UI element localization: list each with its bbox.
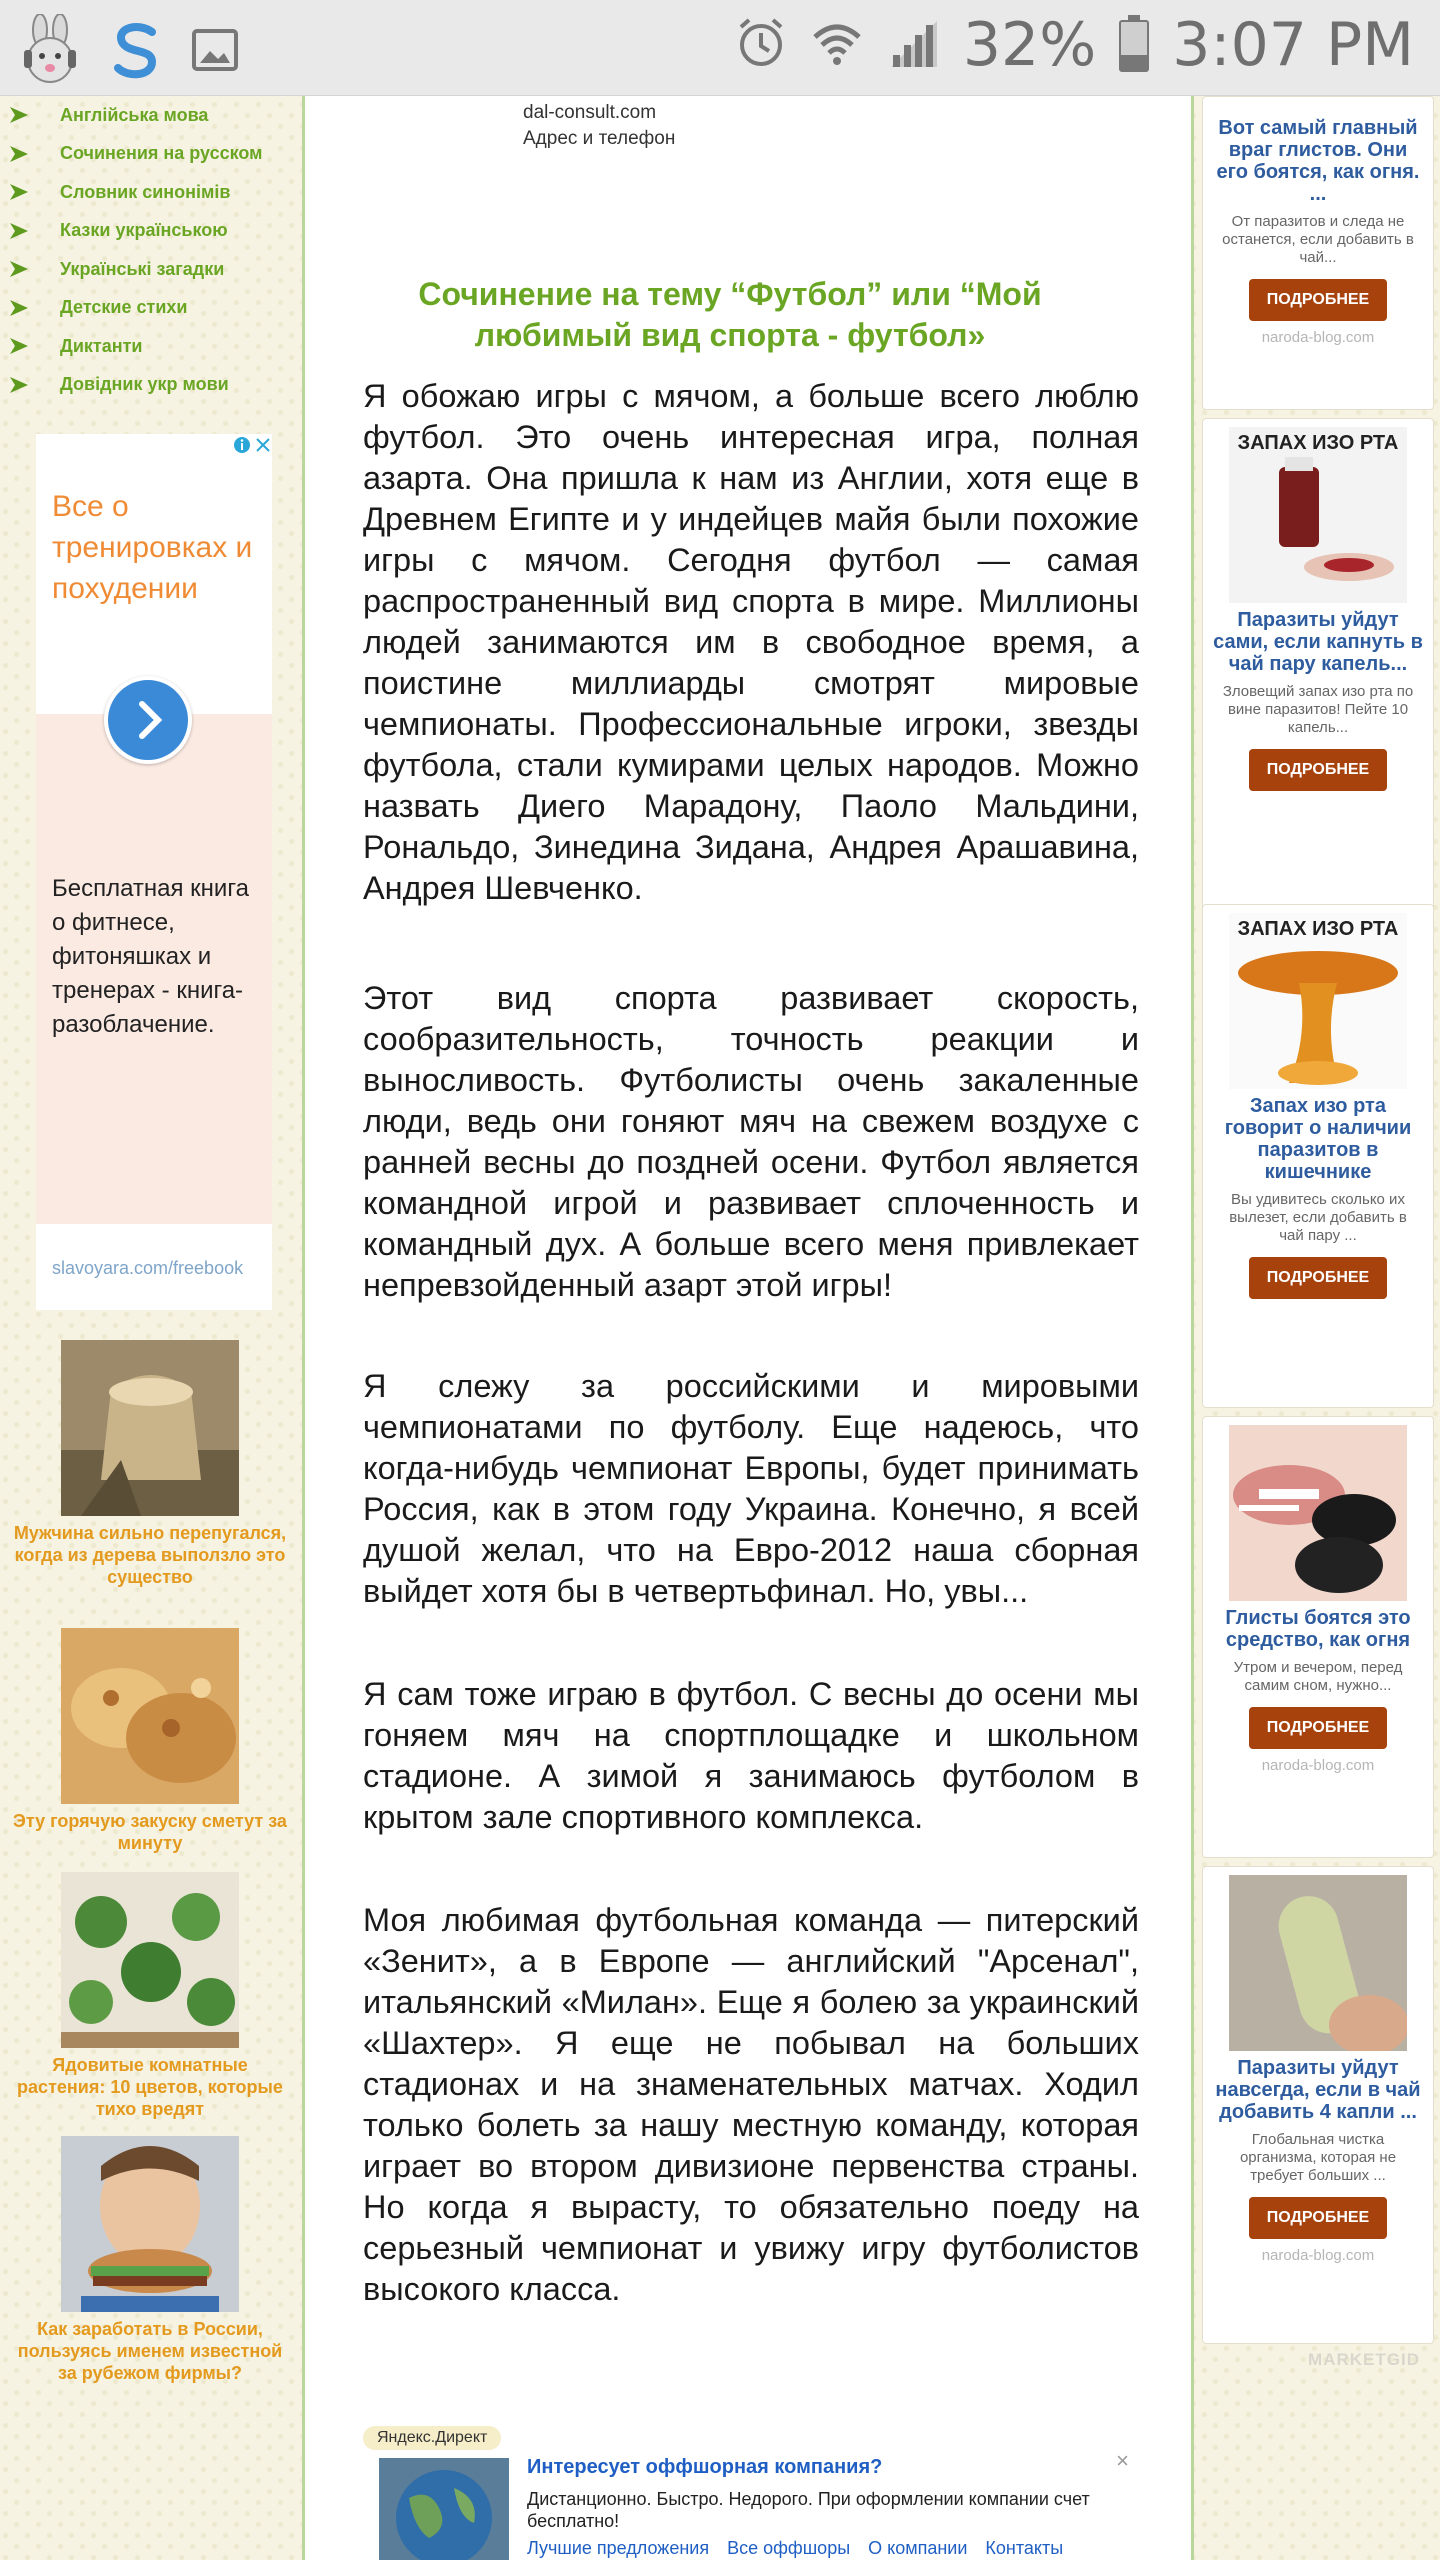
- direct-link[interactable]: Все оффшоры: [727, 2538, 851, 2558]
- ad-card-source: naroda-blog.com: [1261, 329, 1375, 346]
- direct-tag: Яндекс.Директ: [363, 2426, 501, 2450]
- yandex-direct-ad[interactable]: [363, 2426, 1139, 2560]
- sidebar-item-label: Детские стихи: [60, 297, 188, 318]
- ad-card-desc: Зловещий запах изо рта по вине паразитов! Пейте 10 капель...: [1222, 683, 1414, 736]
- teaser-business[interactable]: [10, 2136, 290, 2384]
- teaser-caption: Ядовитые комнатные растения: 10 цветов, которые тихо вредят: [17, 2055, 283, 2119]
- gallery-icon: [190, 25, 240, 80]
- alarm-icon: [735, 15, 787, 76]
- sidebar-item-label: Казки українською: [60, 220, 228, 241]
- article-title: Сочинение на тему “Футбол” или “Мой любимый вид спорта - футбол»: [418, 276, 1042, 353]
- charcoal-tablets-image: [1229, 1425, 1407, 1601]
- ad-image-caption: ЗАПАХ ИЗО РТА: [1237, 432, 1399, 454]
- ad-card-title[interactable]: Запах изо рта говорит о наличии паразитов в кишечнике: [1224, 1095, 1412, 1183]
- teaser-caption: Как заработать в России, пользуясь именем известной за рубежом фирмы?: [17, 2319, 283, 2383]
- sidebar-item-kids-poems[interactable]: [8, 289, 298, 328]
- sidebar-item-label: Українські загадки: [60, 258, 225, 279]
- ad-image-caption: ЗАПАХ ИЗО РТА: [1237, 918, 1399, 940]
- marketgid-watermark: MARKETGID: [1308, 2350, 1420, 2369]
- baked-snack-image: [61, 1628, 239, 1804]
- more-button[interactable]: ПОДРОБНЕЕ: [1249, 749, 1387, 791]
- teaser-caption: Мужчина сильно перепугался, когда из дерева выползло это существо: [13, 1523, 287, 1587]
- arrow-bullet-icon: [8, 258, 30, 280]
- more-button[interactable]: ПОДРОБНЕЕ: [1249, 279, 1387, 321]
- ad-url[interactable]: slavoyara.com/freebook: [52, 1258, 244, 1278]
- more-button[interactable]: ПОДРОБНЕЕ: [1249, 2197, 1387, 2239]
- direct-text: Дистанционно. Быстро. Недорого. При оформлении компании счет бесплатно!: [527, 2489, 1090, 2531]
- left-sidebar: [0, 96, 300, 2560]
- right-sidebar: [1198, 96, 1440, 2560]
- article-paragraph: Моя любимая футбольная команда — питерский «Зенит», а в Европе — английский "Арсенал", итальянский «Милан». Еще я болею за украинский «Шахтер». Я еще не побывал на больших стадионах и на знаменательных матчах. Ходил только болеть за нашу местную команду, которая играет во втором дивизионе первенства страны. Но когда я вырасту, то обязательно поеду на серьезный чемпионат и увижу игру футболистов высокого класса.: [363, 1902, 1139, 2307]
- ad-card-source: naroda-blog.com: [1261, 2247, 1375, 2264]
- sidebar-item-ukr-handbook[interactable]: [8, 366, 298, 405]
- sidebar-item-english[interactable]: [8, 96, 298, 135]
- clock: 3:07 PM: [1172, 10, 1414, 80]
- signal-icon: [887, 15, 941, 76]
- sidebar-item-essays-russian[interactable]: [8, 135, 298, 174]
- sidebar-item-synonyms[interactable]: [8, 173, 298, 212]
- adchoices-icon[interactable]: [233, 436, 272, 454]
- globe-image: [379, 2458, 509, 2560]
- teaser-snack[interactable]: [10, 1628, 290, 1854]
- top-ad-fragment[interactable]: [523, 100, 675, 152]
- fitness-ad[interactable]: [36, 434, 272, 1310]
- article-paragraph: Я слежу за российскими и мировыми чемпионатами по футболу. Еще надеюсь, что когда-нибудь чемпионат Европы, будет принимать Россия, как в этом году Украина. Конечно, я всей душой желал, что на Евро-2012 наша сборная выйдет хотя бы в четвертьфинал. Но, увы...: [363, 1368, 1139, 1609]
- wifi-icon: [809, 15, 865, 76]
- ad-title[interactable]: Все о тренировках и похудении: [52, 490, 253, 605]
- arrow-bullet-icon: [8, 374, 30, 396]
- arrow-bullet-icon: [8, 181, 30, 203]
- battery-icon: [1118, 13, 1150, 78]
- teaser-tree[interactable]: [10, 1340, 290, 1588]
- honey-spoon-image: [1229, 913, 1407, 1089]
- arrow-bullet-icon: [8, 104, 30, 126]
- sidebar-item-label: Англійська мова: [60, 104, 209, 125]
- more-button[interactable]: ПОДРОБНЕЕ: [1249, 1257, 1387, 1299]
- tree-stump-image: [61, 1340, 239, 1516]
- chevron-right-icon: [108, 680, 188, 760]
- sidebar-item-label: Диктанти: [60, 335, 143, 356]
- fragment-address[interactable]: Адрес и телефон: [523, 128, 676, 149]
- ad-card-desc: Вы удивитесь сколько их вылезет, если добавить в чай пару ...: [1229, 1191, 1407, 1244]
- sidebar-item-riddles[interactable]: [8, 250, 298, 289]
- teaser-plants[interactable]: [10, 1872, 290, 2120]
- ad-card-desc: Утром и вечером, перед самим сном, нужно...: [1233, 1659, 1403, 1694]
- fragment-domain[interactable]: dal-consult.com: [523, 102, 657, 123]
- direct-headline[interactable]: Интересует оффшорная компания?: [527, 2456, 883, 2478]
- close-icon[interactable]: ×: [1116, 2448, 1129, 2473]
- ad-card-desc: От паразитов и следа не останется, если добавить в чай...: [1222, 213, 1414, 266]
- sidebar-menu: [8, 96, 298, 404]
- direct-link[interactable]: Контакты: [985, 2538, 1064, 2558]
- arrow-bullet-icon: [8, 297, 30, 319]
- ad-body-text: Бесплатная книга о фитнесе, фитоняшках и тренерах - книга-разоблачение.: [52, 875, 249, 1038]
- arrow-bullet-icon: [8, 143, 30, 165]
- direct-links: [527, 2538, 1063, 2559]
- ad-card-title[interactable]: Паразиты уйдут сами, если капнуть в чай пару капель...: [1213, 609, 1423, 675]
- main-content: [302, 96, 1194, 2560]
- battery-percent: 32%: [962, 10, 1097, 80]
- s-app-icon: [108, 20, 164, 85]
- sidebar-item-dictations[interactable]: [8, 327, 298, 366]
- man-eating-burger-image: [61, 2136, 239, 2312]
- article-paragraph: Этот вид спорта развивает скорость, сообразительность, точность реакции и выносливость. Футболисты очень закаленные люди, ведь они гоняют мяч на свежем воздухе с ранней весны до поздней осени. Футбол является командной игрой и развивает сплоченность и командный дух. А больше всего меня привлекает непревзойденный азарт этой игры!: [363, 980, 1139, 1303]
- pill-in-hand-image: [1229, 1875, 1407, 2051]
- status-bar: [0, 0, 1440, 96]
- ad-card[interactable]: [1202, 1416, 1434, 1858]
- teaser-caption: Эту горячую закуску сметут за минуту: [13, 1811, 287, 1853]
- sidebar-item-label: Довідник укр мови: [60, 374, 229, 395]
- sidebar-item-label: Словник синонімів: [60, 181, 231, 202]
- direct-link[interactable]: Лучшие предложения: [527, 2538, 710, 2558]
- sidebar-item-tales[interactable]: [8, 212, 298, 251]
- ad-card-title[interactable]: Глисты боятся это средство, как огня: [1225, 1607, 1411, 1651]
- ad-card[interactable]: [1202, 904, 1434, 1408]
- ad-arrow-button[interactable]: [104, 676, 192, 764]
- ad-close-icon[interactable]: [254, 436, 272, 454]
- sidebar-item-label: Сочинения на русском: [60, 143, 263, 164]
- bunny-app-icon: [18, 14, 82, 91]
- ad-card[interactable]: [1202, 1866, 1434, 2344]
- arrow-bullet-icon: [8, 335, 30, 357]
- ad-card-desc: Глобальная чистка организма, которая не требует больших ...: [1239, 2131, 1397, 2184]
- ad-card[interactable]: [1202, 96, 1434, 410]
- ad-card-title[interactable]: Вот самый главный враг глистов. Они его боятся, как огня. ...: [1216, 117, 1420, 205]
- article-paragraph: Я сам тоже играю в футбол. С весны до осени мы гоняем мяч на спортплощадке и школьном стадионе. А зимой я занимаюсь футболом в крытом зале спортивного комплекса.: [363, 1676, 1139, 1835]
- arrow-bullet-icon: [8, 220, 30, 242]
- direct-link[interactable]: О компании: [868, 2538, 968, 2558]
- houseplants-image: [61, 1872, 239, 2048]
- ad-card-source: naroda-blog.com: [1261, 1757, 1375, 1774]
- article-paragraph: Я обожаю игры с мячом, а больше всего люблю футбол. Это очень интересная игра, полная азарта. Она пришла к нам из Англии, хотя еще в Древнем Египте и у индейцев майя были похожие игры с мячом. Сегодня футбол — самая распространенный вид спорта в мире. Миллионы людей занимаются им в свободное время, а поистине миллиарды смотрят мировые чемпионаты. Профессиональные игроки, звезды футбола, стали кумирами целых народов. Можно назвать Диего Марадону, Паоло Мальдини, Рональдо, Зинедина Зидана, Андрея Арашавина, Андрея Шевченко.: [363, 378, 1139, 906]
- ad-card-title[interactable]: Паразиты уйдут навсегда, если в чай добавить 4 капли ...: [1215, 2057, 1421, 2123]
- medicine-bottle-image: [1229, 427, 1407, 603]
- more-button[interactable]: ПОДРОБНЕЕ: [1249, 1707, 1387, 1749]
